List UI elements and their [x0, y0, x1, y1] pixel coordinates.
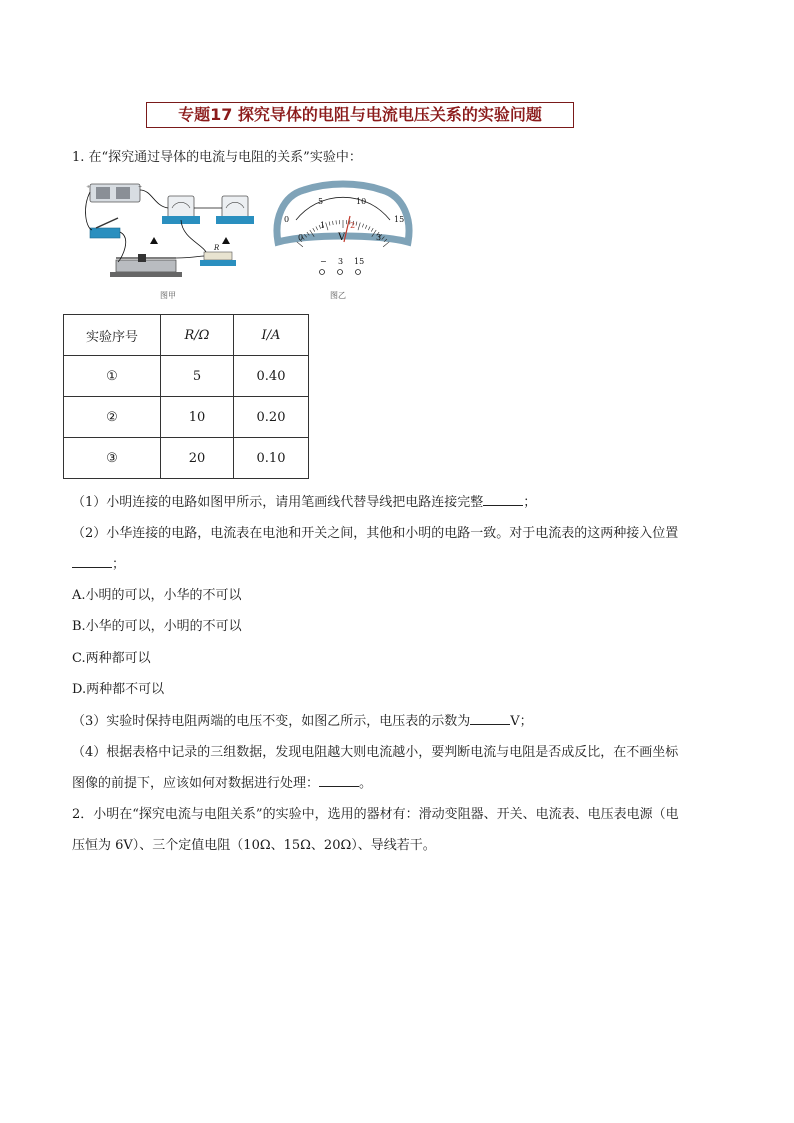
table-row — [64, 438, 309, 479]
inner-tick-2: 2 — [350, 221, 356, 230]
question-1-part-4-cont — [72, 772, 372, 791]
table-cell: 0.40 — [234, 356, 309, 397]
question-2-line-1: 2．小明在“探究电流与电阻关系”的实验中，选用的器材有：滑动变阻器、开关、电流表、电压表电源（电 — [72, 807, 679, 822]
svg-text:−: − — [138, 184, 143, 190]
question-1-part-2: （2）小华连接的电路，电流表在电池和开关之间，其他和小明的电路一致。对于电流表的这两种接入位置 — [72, 526, 679, 541]
table-header-row — [64, 315, 309, 356]
table-cell: 10 — [161, 397, 234, 438]
page-title: 专题17 探究导体的电阻与电流电压关系的实验问题 — [146, 102, 574, 128]
question-text: ； — [112, 557, 126, 572]
inner-tick-0: 0 — [298, 233, 304, 242]
question-text: 。 — [359, 776, 373, 791]
table-row — [64, 397, 309, 438]
table-cell: ① — [64, 356, 161, 397]
circuit-figure — [82, 178, 262, 288]
table-cell: 0.20 — [234, 397, 309, 438]
table-cell: 20 — [161, 438, 234, 479]
question-1-part-3 — [72, 710, 533, 729]
answer-blank[interactable] — [72, 555, 112, 568]
question-text: （1）小明连接的电路如图甲所示，请用笔画线代替导线把电路连接完整 — [72, 495, 484, 510]
q1-intro: 1. 在“探究通过导体的电流与电阻的关系”实验中： — [72, 150, 362, 165]
table-cell: ③ — [64, 438, 161, 479]
answer-blank[interactable] — [470, 712, 510, 725]
answer-blank[interactable] — [483, 493, 523, 506]
option-d: D.两种都不可以 — [72, 682, 165, 697]
resistor-label: R — [214, 244, 220, 252]
question-text: 图像的前提下，应该如何对数据进行处理： — [72, 776, 320, 791]
voltmeter-figure — [270, 180, 415, 280]
question-text: V； — [510, 714, 533, 729]
table-row — [64, 356, 309, 397]
question-text: ； — [523, 495, 537, 510]
figure-a-caption: 图甲 — [160, 291, 176, 300]
dial-tick — [383, 242, 389, 247]
terminal-negative: − — [320, 257, 327, 266]
table-cell: 0.10 — [234, 438, 309, 479]
svg-text:+: + — [86, 184, 91, 190]
option-c: C.两种都可以 — [72, 651, 151, 666]
option-a: A.小明的可以，小华的不可以 — [72, 588, 242, 603]
outer-tick-5: 5 — [318, 197, 324, 206]
dial-tick — [297, 242, 303, 247]
table-header-cell: I/A — [234, 315, 309, 356]
inner-tick-3: 3 — [376, 233, 382, 242]
terminal-15: 15 — [354, 257, 365, 266]
question-1-part-2-answer — [72, 553, 125, 572]
outer-tick-0: 0 — [284, 215, 290, 224]
answer-blank[interactable] — [319, 774, 359, 787]
question-1-part-1 — [72, 491, 536, 510]
meter-unit-label: V — [338, 232, 346, 243]
question-text: （3）实验时保持电阻两端的电压不变，如图乙所示，电压表的示数为 — [72, 714, 471, 729]
outer-tick-10: 10 — [356, 197, 367, 206]
option-b: B.小华的可以，小明的不可以 — [72, 619, 242, 634]
table-header-cell: R/Ω — [161, 315, 234, 356]
figure-b-caption: 图乙 — [330, 291, 346, 300]
question-1-part-4: （4）根据表格中记录的三组数据，发现电阻越大则电流越小，要判断电流与电阻是否成反比，在不画坐标 — [72, 745, 679, 760]
data-table — [63, 314, 309, 479]
question-2-line-2: 压恒为 6V）、三个定值电阻（10Ω、15Ω、20Ω）、导线若干。 — [72, 838, 436, 853]
terminal-3: 3 — [338, 257, 344, 266]
table-header-cell: 实验序号 — [64, 315, 161, 356]
table-cell: 5 — [161, 356, 234, 397]
table-cell: ② — [64, 397, 161, 438]
inner-tick-1: 1 — [320, 221, 326, 230]
outer-tick-15: 15 — [394, 215, 405, 224]
